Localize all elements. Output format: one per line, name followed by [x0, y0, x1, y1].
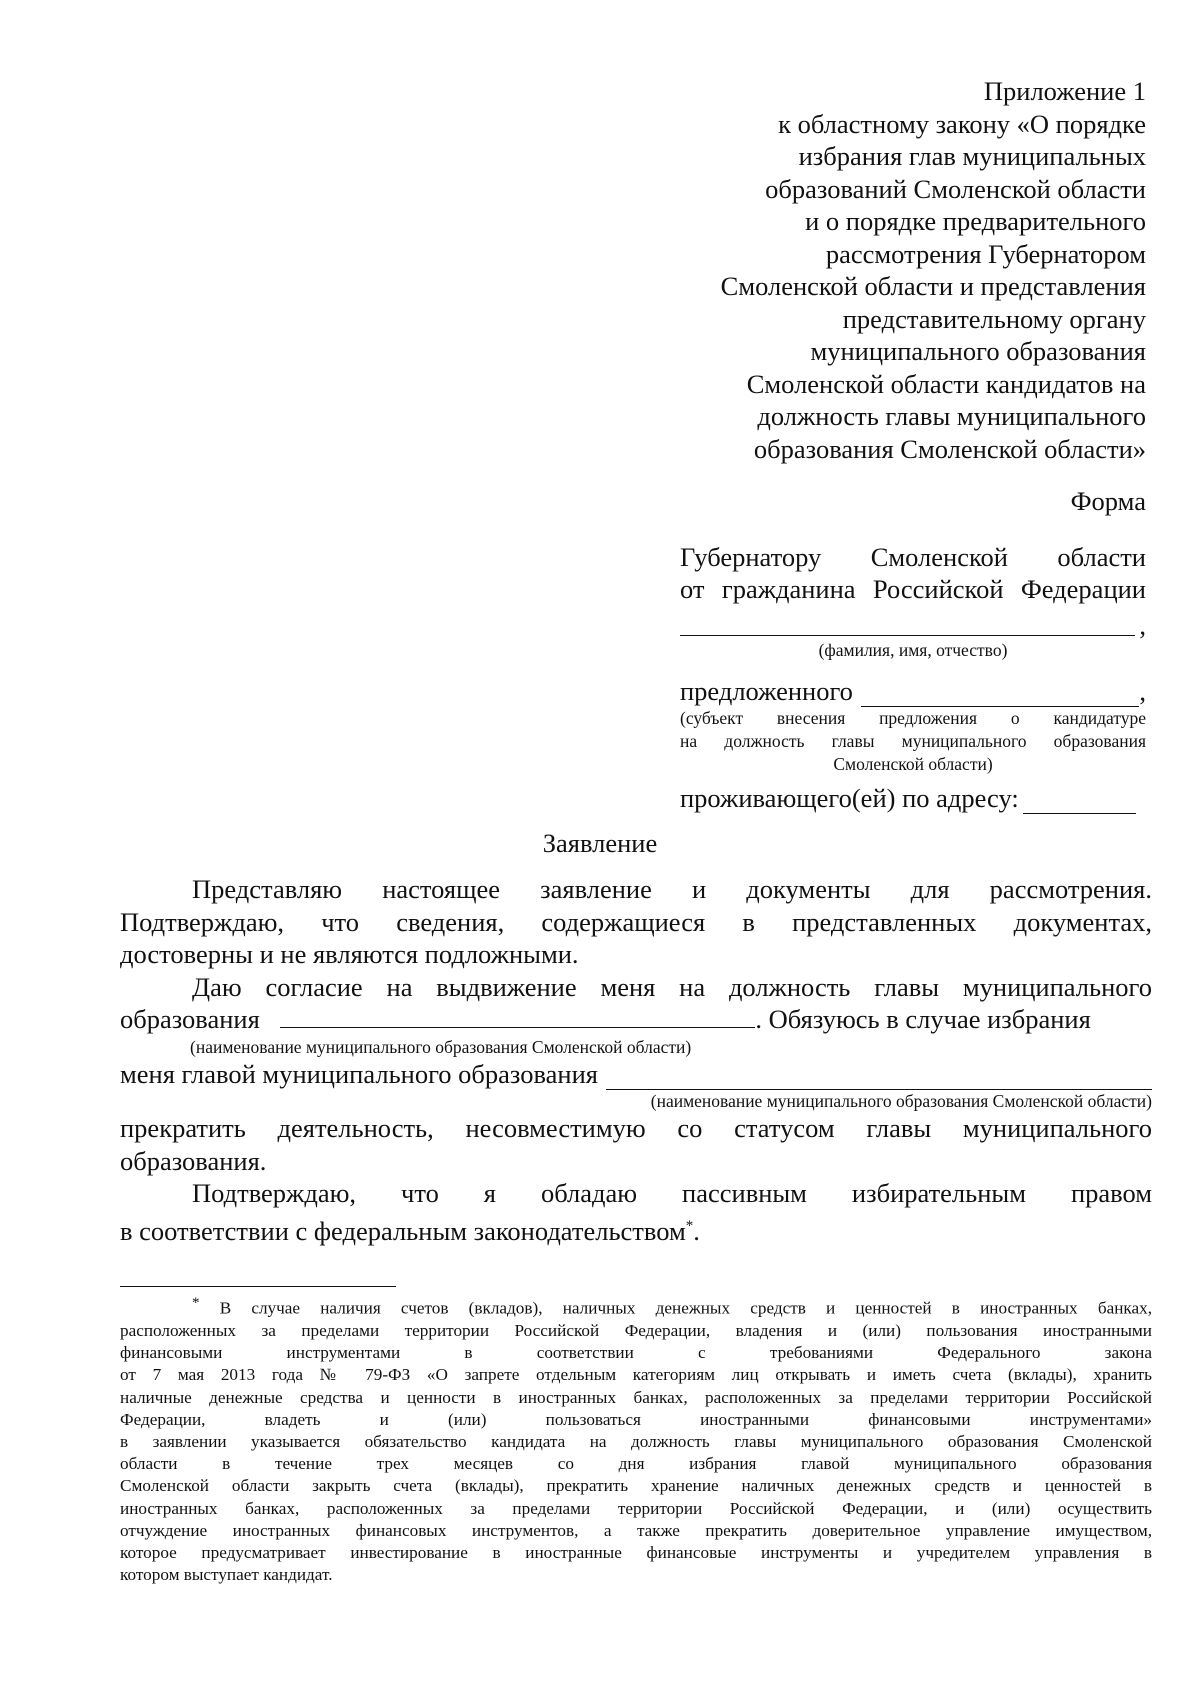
obligation-text: . Обязуюсь в случае избрания — [755, 1004, 1091, 1034]
legislation-text: в соответствии с федеральным законодательством — [120, 1215, 686, 1246]
footnote-line: котором выступает кандидат. — [120, 1565, 333, 1585]
appendix-line: и о порядке предварительного — [805, 206, 1146, 236]
footnote-marker: * — [685, 1217, 694, 1234]
appendix-line: рассмотрения Губернатором — [825, 238, 1146, 269]
appendix-line: Смоленской области и представления — [720, 271, 1146, 301]
address-row — [680, 782, 1146, 814]
subject-note-line: Смоленской области) — [833, 754, 993, 774]
footnote-line: наличные денежные средства и ценности в иностранных банках, расположенных за пределами территории Российской — [120, 1387, 1152, 1407]
municipality-note-1: (наименование муниципального образования Смоленской области) — [190, 1036, 692, 1057]
addressee-line-2: от гражданина Российской Федерации — [680, 574, 1146, 604]
footnote-line: расположенных за пределами территории Российской Федерации, владения и (или) пользования иностранными — [120, 1320, 1152, 1340]
subject-note — [680, 707, 1146, 776]
footnote-line: которое предусматривает инвестирование в иностранные финансовые инструменты и учредителем управления в — [120, 1542, 1152, 1562]
paragraph-line: прекратить деятельность, несовместимую со статусом главы муниципального — [120, 1113, 1152, 1143]
appendix-header — [586, 75, 1146, 465]
subject-note-line: (субъект внесения предложения о кандидатуре — [680, 708, 1146, 728]
paragraph-line: образования. — [120, 1145, 267, 1176]
proposed-comma: , — [1139, 676, 1146, 706]
appendix-line: муниципального образования — [810, 336, 1146, 366]
fio-comma: , — [1139, 610, 1146, 640]
statement-body — [120, 873, 1152, 1247]
addressee-block — [680, 541, 1146, 814]
footnote-line: Федерации, владеть и (или) пользоваться иностранными финансовыми инструментами» — [120, 1409, 1152, 1429]
footnote — [120, 1292, 1152, 1586]
municipality-blank-2[interactable] — [606, 1067, 1152, 1090]
sentence-end: . — [693, 1215, 700, 1246]
footnote-line: иностранных банках, расположенных за пределами территории Российской Федерации, и (или) осуществить — [120, 1498, 1152, 1518]
subject-note-line: на должность главы муниципального образования — [680, 731, 1146, 751]
footnote-divider — [120, 1286, 396, 1287]
fio-note: (фамилия, имя, отчество) — [818, 640, 1008, 660]
footnote-line: области в течение трех месяцев со дня избрания главой муниципального образования — [120, 1454, 1152, 1474]
footnote-mark: * — [192, 1295, 200, 1311]
address-label: проживающего(ей) по адресу: — [680, 783, 1019, 813]
appendix-line: должность главы муниципального — [757, 401, 1146, 431]
fio-field[interactable] — [680, 610, 1146, 643]
footnote-line: от 7 мая 2013 года № 79-ФЗ «О запрете отдельным категориям лиц открывать и иметь счета (вклады), хранить — [120, 1365, 1152, 1385]
appendix-line: избрания глав муниципальных — [798, 141, 1146, 171]
appendix-line: Смоленской области кандидатов на — [746, 368, 1146, 399]
paragraph-line: Подтверждаю, что я обладаю пассивным избирательным правом — [192, 1178, 1152, 1208]
footnote-line: Смоленской области закрыть счета (вклады), прекратить хранение наличных денежных средств и ценностей в — [120, 1476, 1152, 1496]
fio-underline — [680, 635, 1135, 636]
paragraph-line — [120, 1210, 1152, 1247]
municipality-blank-1[interactable] — [280, 1005, 755, 1028]
paragraph-line: Подтверждаю, что сведения, содержащиеся в представленных документах, — [120, 906, 1152, 937]
paragraph-line — [120, 1003, 1152, 1036]
appendix-line: образования Смоленской области» — [753, 433, 1146, 464]
municipality-note-2: (наименование муниципального образования Смоленской области) — [650, 1091, 1152, 1111]
footnote-line: * В случае наличия счетов (вкладов), наличных денежных средств и ценностей в иностранных банках, — [192, 1295, 1153, 1318]
statement-title: Заявление — [542, 828, 658, 858]
appendix-line: представительному органу — [842, 303, 1146, 334]
footnote-line: финансовыми инструментами в соответствии с требованиями Федерального закона — [120, 1343, 1152, 1363]
footnote-line: отчуждение иностранных финансовых инструментов, а также прекратить доверительное управление имуществом, — [120, 1520, 1152, 1540]
address-blank[interactable] — [1023, 791, 1136, 814]
municipality-label: образования — [120, 1004, 260, 1034]
appendix-line: к областному закону «О порядке — [778, 108, 1146, 139]
addressee-line-1: Губернатору Смоленской области — [680, 542, 1146, 572]
head-label: меня главой муниципального образования — [120, 1058, 598, 1089]
proposed-blank[interactable] — [861, 684, 1139, 707]
proposed-label: предложенного — [680, 676, 853, 706]
form-label: Форма — [1070, 486, 1146, 516]
paragraph-line: Представляю настоящее заявление и документы для рассмотрения. — [192, 874, 1152, 904]
paragraph-line: достоверны и не являются подложными. — [120, 939, 579, 969]
paragraph-line — [120, 1058, 1152, 1091]
paragraph-line: Даю согласие на выдвижение меня на должность главы муниципального — [192, 971, 1152, 1002]
proposed-row — [680, 675, 1146, 707]
appendix-line: образований Смоленской области — [765, 173, 1146, 204]
footnote-line: в заявлении указывается обязательство кандидата на должность главы муниципального образования Смоленской — [120, 1431, 1152, 1451]
appendix-line: Приложение 1 — [983, 76, 1146, 106]
